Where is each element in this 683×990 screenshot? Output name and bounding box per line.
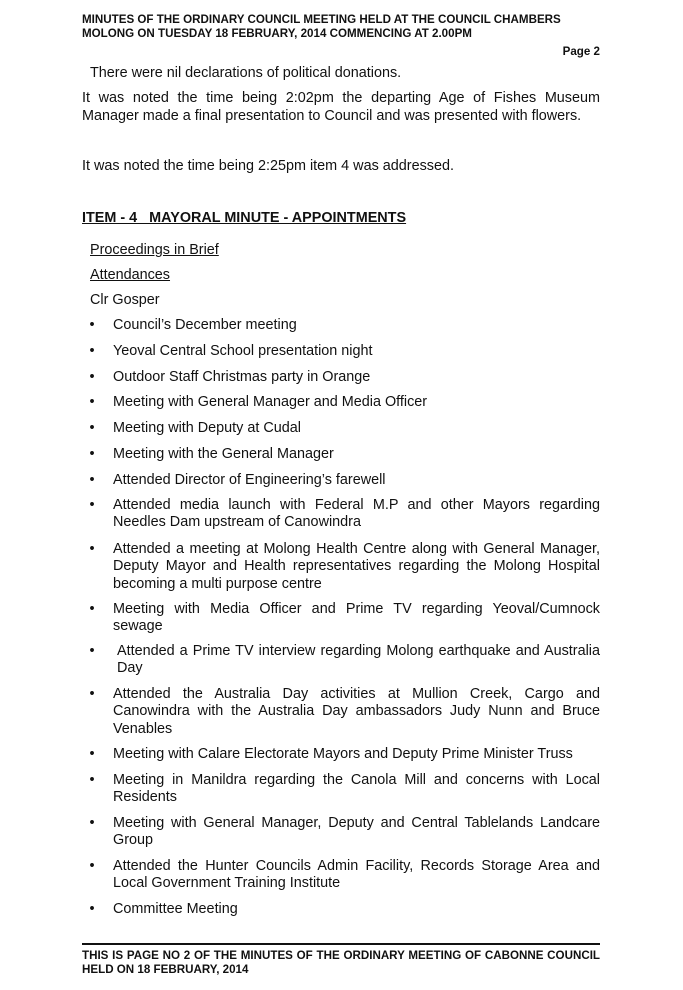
list-item [87,420,600,437]
list-item-text: Attended the Australia Day activities at Mullion Creek, Cargo and Canowindra with the Australia Day ambassadors Judy Nunn and Bruce Venables [113,686,600,737]
header-line-1: MINUTES OF THE ORDINARY COUNCIL MEETING HELD AT THE COUNCIL CHAMBERS [82,13,561,26]
bullet-icon: • [89,686,95,702]
list-item [87,746,600,763]
list-item-text: Meeting with Calare Electorate Mayors and Deputy Prime Minister Truss [113,746,573,762]
bullet-icon: • [89,601,95,617]
list-item-text: Attended Director of Engineering’s farewell [113,472,386,488]
list-item [87,815,600,850]
item-heading: ITEM - 4 MAYORAL MINUTE - APPOINTMENTS [82,210,407,226]
list-item-text: Council’s December meeting [113,317,297,333]
list-item-text: Committee Meeting [113,901,238,917]
list-item-text: Attended media launch with Federal M.P and other Mayors regarding Needles Dam upstream of Canowindra [113,497,600,531]
bullet-icon: • [89,541,95,557]
bullet-icon: • [89,369,95,385]
list-item-text: Meeting with General Manager and Media Officer [113,394,428,410]
list-item [87,446,600,463]
museum-paragraph: It was noted the time being 2:02pm the departing Age of Fishes Museum Manager made a final presentation to Council and was presented with flowers. [82,90,600,124]
minutes-page [82,0,600,990]
item4-time-paragraph: It was noted the time being 2:25pm item 4 was addressed. [82,158,454,174]
list-item-text: Meeting in Manildra regarding the Canola Mill and concerns with Local Residents [113,772,600,806]
bullet-icon: • [89,317,95,333]
list-item-text: Meeting with the General Manager [113,446,334,462]
list-item-text: Attended a Prime TV interview regarding Molong earthquake and Australia Day [117,643,600,677]
list-item [87,472,600,489]
page-number: Page 2 [562,45,600,58]
list-item [87,497,600,532]
bullet-icon: • [89,343,95,359]
list-item [87,772,600,807]
list-item-text: Meeting with General Manager, Deputy and Central Tablelands Landcare Group [113,815,600,849]
list-item [87,541,600,593]
councillor-name: Clr Gosper [90,292,160,308]
list-item [87,686,600,738]
list-item [87,369,600,386]
bullet-icon: • [89,497,95,513]
bullet-icon: • [89,472,95,488]
list-item [87,643,600,678]
attendances-subheading: Attendances [90,267,171,283]
bullet-icon: • [89,643,95,659]
page-header [82,13,600,41]
page-footer: THIS IS PAGE NO 2 OF THE MINUTES OF THE ORDINARY MEETING OF CABONNE COUNCIL HELD ON 18 FEBRUARY, 2014 [82,949,600,976]
list-item-text: Meeting with Media Officer and Prime TV regarding Yeoval/Cumnock sewage [113,601,600,635]
donations-paragraph: There were nil declarations of political donations. [90,65,402,81]
proceedings-subheading: Proceedings in Brief [90,242,219,258]
bullet-icon: • [89,858,95,874]
list-item-text: Attended a meeting at Molong Health Centre along with General Manager, Deputy Mayor and Health representatives regarding the Molong Hospital becoming a multi purpose centre [113,541,600,592]
bullet-icon: • [89,815,95,831]
footer-divider [82,943,600,945]
list-item-text: Outdoor Staff Christmas party in Orange [113,369,371,385]
bullet-icon: • [89,901,95,917]
list-item [87,394,600,411]
list-item [87,343,600,360]
list-item [87,858,600,893]
list-item-text: Attended the Hunter Councils Admin Facility, Records Storage Area and Local Government Training Institute [113,858,600,892]
bullet-icon: • [89,420,95,436]
list-item-text: Yeoval Central School presentation night [113,343,373,359]
list-item [87,317,600,334]
list-item [87,601,600,636]
list-item-text: Meeting with Deputy at Cudal [113,420,301,436]
bullet-icon: • [89,394,95,410]
header-line-2: MOLONG ON TUESDAY 18 FEBRUARY, 2014 COMMENCING AT 2.00PM [82,27,472,40]
bullet-icon: • [89,446,95,462]
bullet-icon: • [89,772,95,788]
bullet-icon: • [89,746,95,762]
list-item [87,901,600,918]
